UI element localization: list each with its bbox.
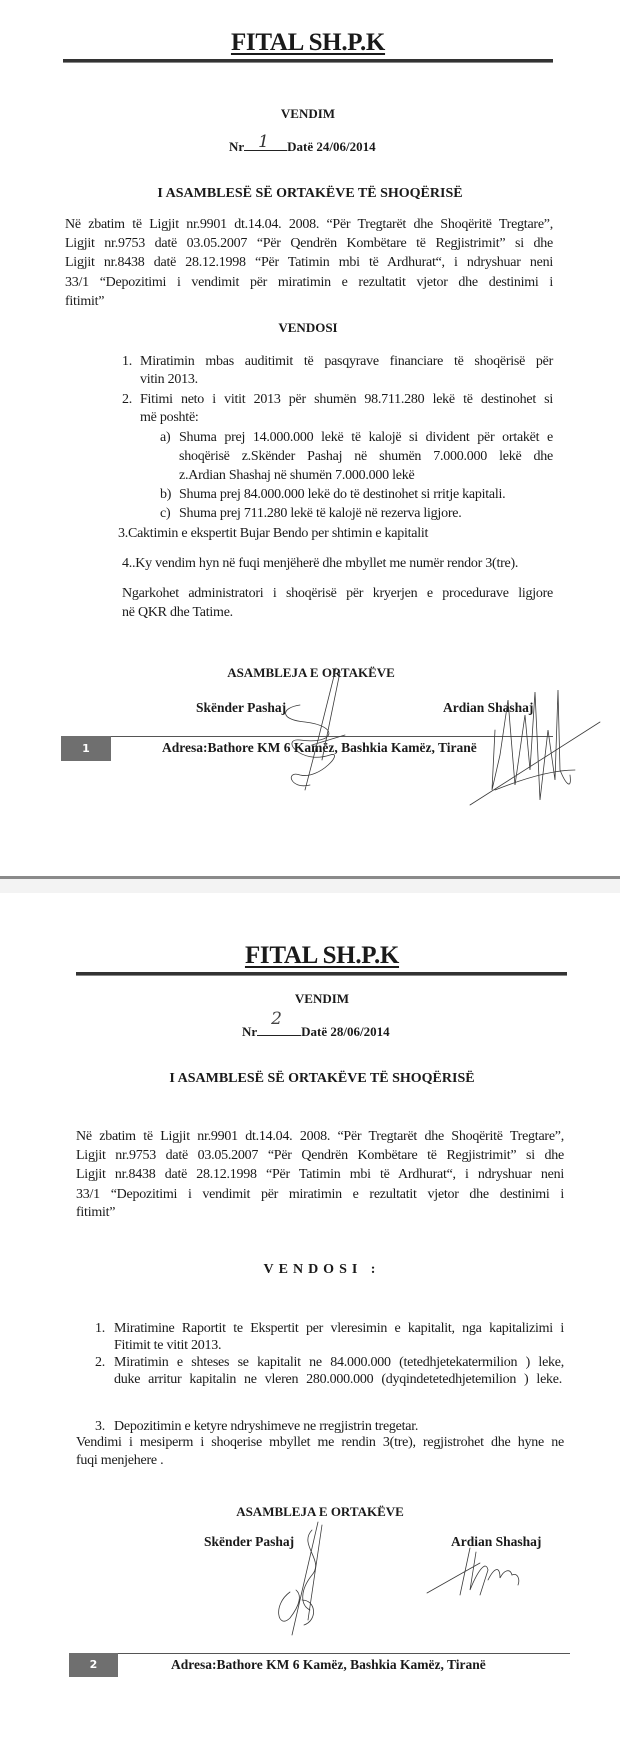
signer-left: Skënder Pashaj (196, 700, 287, 715)
nr-label: Nr (242, 1024, 258, 1039)
footer-address: Adresa:Bathore KM 6 Kamëz, Bashkia Kamëz, Tiranë (171, 1657, 486, 1672)
item-2-line: Miratimin e shteses se kapitalit ne 84.000.000 (tetedhjetekatermilion ) leke, (114, 1355, 564, 1370)
nr-blank (257, 1009, 301, 1036)
subitem-a-line: shoqërisë z.Skënder Pashaj në shumën 7.000.000 lekë dhe (179, 449, 553, 464)
item-1-line: Fitimit te vitit 2013. (114, 1338, 222, 1353)
item-4: 4..Ky vendim hyn në fuqi menjëherë dhe mbyllet me numër rendor 3(tre). (122, 556, 519, 571)
decision-date: Datë 24/06/2014 (287, 139, 376, 154)
header-rule (76, 972, 567, 976)
decision-number (242, 1009, 390, 1040)
assembly-label: ASAMBLEJA E ORTAKËVE (236, 1504, 404, 1519)
preamble-line: Në zbatim të Ligjit nr.9901 dt.14.04. 2008. “Për Tregtarët dhe Shoqëritë Tregtare”, (76, 1129, 564, 1144)
preamble-line: fitimit” (65, 294, 105, 309)
decision-heading: VENDIM (280, 106, 336, 121)
handwritten-number: 2 (271, 1009, 282, 1029)
page-number-badge: 2 (69, 1653, 118, 1677)
footer-rule (111, 736, 553, 737)
subitem-a-line: Shuma prej 14.000.000 lekë të kalojë si divident për ortakët e (179, 430, 553, 445)
footer-address: Adresa:Bathore KM 6 Kamëz, Bashkia Kamëz, Tiranë (162, 740, 477, 755)
subitem-letter: a) (160, 430, 171, 445)
item-3: Depozitimin e ketyre ndryshimeve ne rregjistrin tregetar. (114, 1419, 419, 1434)
preamble-line: Ligjit nr.9753 datë 03.05.2007 “Për Qendrën Kombëtare të Regjistrimit” si dhe (65, 236, 553, 251)
company-title: FITAL SH.P.K (244, 942, 400, 969)
subitem-b: Shuma prej 84.000.000 lekë do të destinohet si rritje kapitali. (179, 487, 506, 502)
item-1-line: Miratimine Raportit te Ekspertit per vleresimin e kapitalit, nga kapitalizimi i (114, 1321, 564, 1336)
closing-line: Ngarkohet administratori i shoqërisë për kryerjen e procedurave ligjore (122, 586, 553, 601)
subitem-c: Shuma prej 711.280 lekë të kalojë në rezerva ligjore. (179, 506, 462, 521)
preamble-line: Ligjit nr.8438 datë 28.12.1998 “Për Tatimin mbi të Ardhurat“, i ndryshuar neni (76, 1167, 564, 1182)
closing-line: në QKR dhe Tatime. (122, 605, 233, 620)
company-title: FITAL SH.P.K (230, 29, 386, 56)
signer-right: Ardian Shashaj (443, 700, 534, 715)
page-gap (0, 879, 620, 893)
item-1-line: vitin 2013. (140, 372, 198, 387)
item-number: 3. (95, 1419, 105, 1434)
decides-heading: VENDOSI : (263, 1262, 381, 1277)
page-number-badge: 1 (61, 736, 111, 761)
item-number: 1. (95, 1321, 105, 1336)
preamble-line: fitimit” (76, 1205, 116, 1220)
subitem-letter: b) (160, 487, 172, 502)
preamble-line: 33/1 “Depozitimi i vendimit për miratimin e rezultatit vjetor dhe destinimi i (65, 275, 553, 290)
signer-left: Skënder Pashaj (204, 1534, 295, 1549)
subitem-a-line: z.Ardian Shashaj në shumën 7.000.000 lekë (179, 468, 415, 483)
preamble-line: Në zbatim të Ligjit nr.9901 dt.14.04. 2008. “Për Tregtarët dhe Shoqëritë Tregtare”, (65, 217, 553, 232)
nr-blank (244, 132, 287, 152)
closing-line: Vendimi i mesiperm i shoqerise mbyllet me rendin 3(tre), regjistrohet dhe hyne ne (76, 1435, 564, 1450)
handwritten-number: 1 (258, 132, 269, 152)
item-number: 1. (122, 354, 132, 369)
item-3: 3.Caktimin e ekspertit Bujar Bendo per shtimin e kapitalit (118, 526, 429, 541)
decision-date: Datë 28/06/2014 (301, 1024, 390, 1039)
decision-number (229, 132, 376, 155)
footer-rule (118, 1653, 570, 1654)
preamble-line: Ligjit nr.8438 datë 28.12.1998 “Për Tatimin mbi të Ardhurat“, i ndryshuar neni (65, 255, 553, 270)
preamble-line: Ligjit nr.9753 datë 03.05.2007 “Për Qendrën Kombëtare të Regjistrimit” si dhe (76, 1148, 564, 1163)
signer-right: Ardian Shashaj (451, 1534, 542, 1549)
decides-heading: VENDOSI (278, 320, 338, 335)
item-number: 2. (95, 1355, 105, 1370)
header-rule (63, 59, 553, 63)
item-number: 2. (122, 392, 132, 407)
assembly-subheading: I ASAMBLESË SË ORTAKËVE TË SHOQËRISË (169, 1071, 475, 1086)
item-1-line: Miratimin mbas auditimit të pasqyrave financiare të shoqërisë për (140, 354, 553, 369)
closing-line: fuqi menjehere . (76, 1453, 164, 1468)
preamble-line: 33/1 “Depozitimi i vendimit për miratimin e rezultatit vjetor dhe destinimi i (76, 1187, 564, 1202)
assembly-subheading: I ASAMBLESË SË ORTAKËVE TË SHOQËRISË (157, 186, 463, 201)
decision-heading: VENDIM (294, 991, 350, 1006)
assembly-label: ASAMBLEJA E ORTAKËVE (227, 665, 395, 680)
item-2-line: më poshtë: (140, 410, 199, 425)
document-page-2 (0, 893, 620, 1752)
nr-label: Nr (229, 139, 245, 154)
subitem-letter: c) (160, 506, 171, 521)
item-2-line: duke arritur kapitalin ne vleren 280.000.000 (dyqindetetedhjetemilion ) leke. (114, 1372, 562, 1387)
item-2-line: Fitimi neto i vitit 2013 për shumën 98.711.280 lekë të destinohet si (140, 392, 553, 407)
